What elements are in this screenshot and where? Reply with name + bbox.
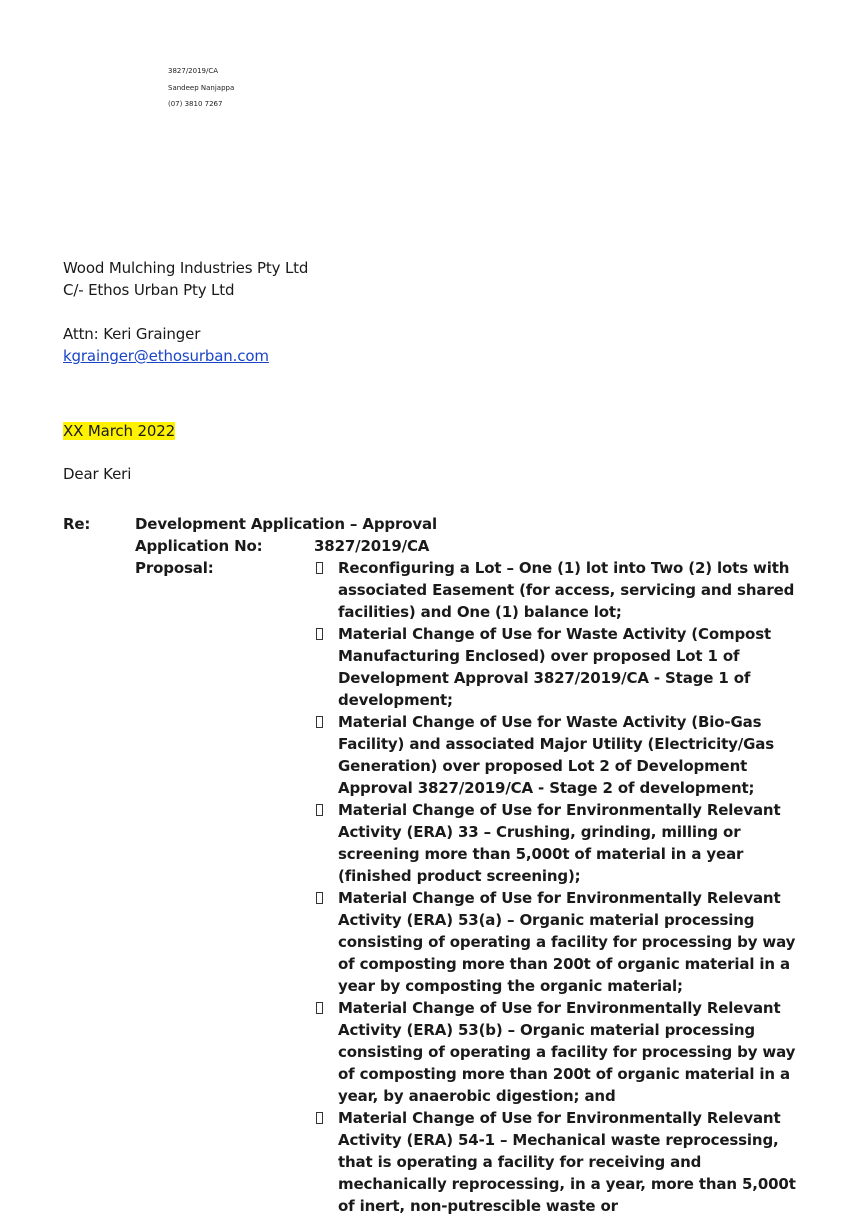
proposal-label: Proposal: xyxy=(135,559,214,577)
missing-glyph-bullet-icon xyxy=(316,628,323,640)
re-label: Re: xyxy=(63,515,91,533)
proposal-item-text: Material Change of Use for Environmentally Relevant Activity (ERA) 53(a) – Organic material processing consisting of operating a facility for processing by way of composting more than 200t of organic material in a year by composting the organic material; xyxy=(338,889,796,995)
missing-glyph-bullet-icon xyxy=(316,562,323,574)
missing-glyph-bullet-icon xyxy=(316,892,323,904)
addressee-company: Wood Mulching Industries Pty Ltd xyxy=(63,259,309,277)
salutation: Dear Keri xyxy=(63,465,132,483)
proposal-item xyxy=(314,799,814,887)
addressee-care-of: C/- Ethos Urban Pty Ltd xyxy=(63,281,235,299)
attention-block xyxy=(63,323,269,367)
missing-glyph-bullet-icon xyxy=(316,804,323,816)
proposal-item xyxy=(314,997,814,1107)
proposal-item-text: Reconfiguring a Lot – One (1) lot into Two (2) lots with associated Easement (for access, servicing and shared facilities) and One (1) balance lot; xyxy=(338,559,795,621)
proposal-item-text: Material Change of Use for Waste Activity (Bio-Gas Facility) and associated Major Utility (Electricity/Gas Generation) over proposed Lot 2 of Development Approval 3827/2019/CA - Stage 2 of development; xyxy=(338,713,774,797)
proposal-item xyxy=(314,623,814,711)
subject-title: Development Application – Approval xyxy=(135,515,437,533)
email-link[interactable]: kgrainger@ethosurban.com xyxy=(63,347,269,365)
proposal-item-text: Material Change of Use for Environmentally Relevant Activity (ERA) 33 – Crushing, grinding, milling or screening more than 5,000t of material in a year (finished product screening); xyxy=(338,801,781,885)
proposal-list xyxy=(314,557,814,1217)
application-no-value: 3827/2019/CA xyxy=(314,537,430,555)
letter-date xyxy=(63,420,175,442)
proposal-item-text: Material Change of Use for Environmentally Relevant Activity (ERA) 53(b) – Organic material processing consisting of operating a facility for processing by way of composting more than 200t of organic material in a year, by anaerobic digestion; and xyxy=(338,999,796,1105)
proposal-item xyxy=(314,557,814,623)
date-highlight: XX March 2022 xyxy=(63,422,176,440)
missing-glyph-bullet-icon xyxy=(316,716,323,728)
reference-block xyxy=(168,63,234,113)
reference-phone: (07) 3810 7267 xyxy=(168,100,223,108)
proposal-item xyxy=(314,887,814,997)
missing-glyph-bullet-icon xyxy=(316,1112,323,1124)
proposal-item-text: Material Change of Use for Waste Activity (Compost Manufacturing Enclosed) over proposed Lot 1 of Development Approval 3827/2019/CA - Stage 1 of development; xyxy=(338,625,772,709)
proposal-item-text: Material Change of Use for Environmentally Relevant Activity (ERA) 54-1 – Mechanical waste reprocessing, that is operating a facility for receiving and mechanically reprocessing, in a year, more than 5,000t of inert, non-putrescible waste or xyxy=(338,1109,796,1215)
proposal-item xyxy=(314,711,814,799)
reference-officer-name: Sandeep Nanjappa xyxy=(168,83,235,92)
addressee-block xyxy=(63,257,308,301)
application-no-label: Application No: xyxy=(135,537,263,555)
proposal-item xyxy=(314,1107,814,1217)
attention-name: Attn: Keri Grainger xyxy=(63,325,201,343)
missing-glyph-bullet-icon xyxy=(316,1002,323,1014)
reference-application-no: 3827/2019/CA xyxy=(168,67,219,75)
